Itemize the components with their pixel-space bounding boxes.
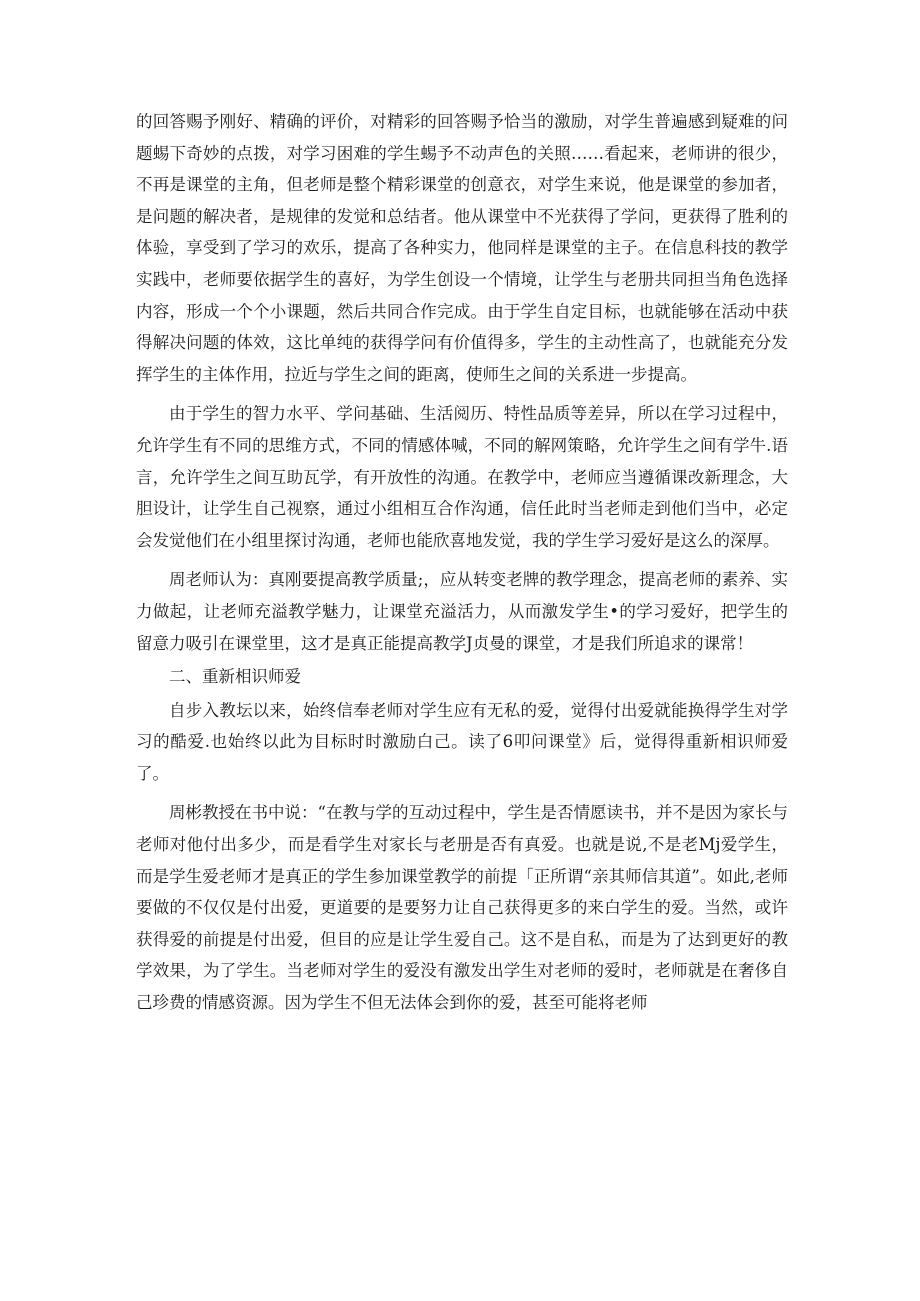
paragraph-professor-quote: 周彬教授在书中说：“在教与学的互动过程中，学生是否情愿读书，并不是因为家长与老师对他付出多少，而是看学生对家长与老册是否有真爱。也就是说,不是老Mj爱学生，而是学生爱老师才是真正的学生参加课堂教学的前提「正所谓“亲其师信其道”。如此,老师要做的不仅仅是付出爱，更道要的是要努力让自己获得更多的来白学生的爱。当然，或许获得爱的前提是付出爱，但目的应是让学生爱自己。这不是自私，而是为了达到更好的教学效果，为了学生。当老师对学生的爱没有激发出学生对老师的爱时，老师就是在奢侈自己珍费的情感资源。因为学生不但无法体会到你的爱，甚至可能将老师 (136, 803, 788, 1013)
paragraph-classroom-role: 的回答赐予刚好、精确的评价，对精彩的回答赐予恰当的激励，对学生普遍感到疑难的问题蜴下奇妙的点拨，对学习困难的学生蜴予不动声色的关照……看起来，老师讲的很少，不再是课堂的主角，但老师是整个精彩课堂的创意衣，对学生来说，他是课堂的参加者，是问题的解决者，是规律的发觉和总结者。他从课堂中不光获得了学问，更获得了胜利的体验，享受到了学习的欢乐，提高了各种实力，他同样是课堂的主子。在信息科技的教学实践中，老师要依据学生的喜好，为学生创设一个情境，让学生与老册共同担当角色选择内容，形成一个个小课题，然后共同合作完成。由于学生自定目标，也就能够在活动中获得解决问题的体效，这比单纯的获得学问有价值得多，学生的主动性高了，也就能充分发挥学生的主体作用，拉近与学生之间的距离，使师生之间的关系进一步提高。 (136, 112, 788, 384)
paragraph-teacher-opinion: 周老师认为：真刚要提高教学质量;，应从转变老牌的教学理念，提高老师的素养、实力做起，让老师充溢教学魅力，让课堂充溢活力，从而激发学生•的学习爱好，把学生的留意力吸引在课堂里，这才是真正能提高教学J贞曼的课堂，才是我们所追求的课常！ (136, 570, 788, 653)
document-body (136, 106, 788, 1019)
paragraph-self-reflection: 自步入教坛以来，始终信奉老师对学生应有无私的爱，觉得付出爱就能换得学生对学习的酷爱.也始终以此为目标时时激励白己。读了6叩问课堂》后，觉得得重新相识师爱了。 (136, 700, 788, 783)
paragraph-student-differences: 由于学生的智力水平、学问基础、生活阅历、特性品质等差异，所以在学习过程中，允许学生有不同的思维方式，不同的情感体喊，不同的解网策略，允许学生之间有学牛.语言，允许学生之间互助瓦学，有开放性的沟通。在教学中，老师应当遵循课改新理念，大胆设计，让学生自己视察，通过小组相互合作沟通，信任此时当老师走到他们当中，必定会发觉他们在小组里探讨沟通，老师也能欣喜地发觉，我的学生学习爱好是这么的深厚。 (136, 404, 788, 550)
section-heading-teacher-love: 二、重新相识师爱 (169, 667, 301, 687)
